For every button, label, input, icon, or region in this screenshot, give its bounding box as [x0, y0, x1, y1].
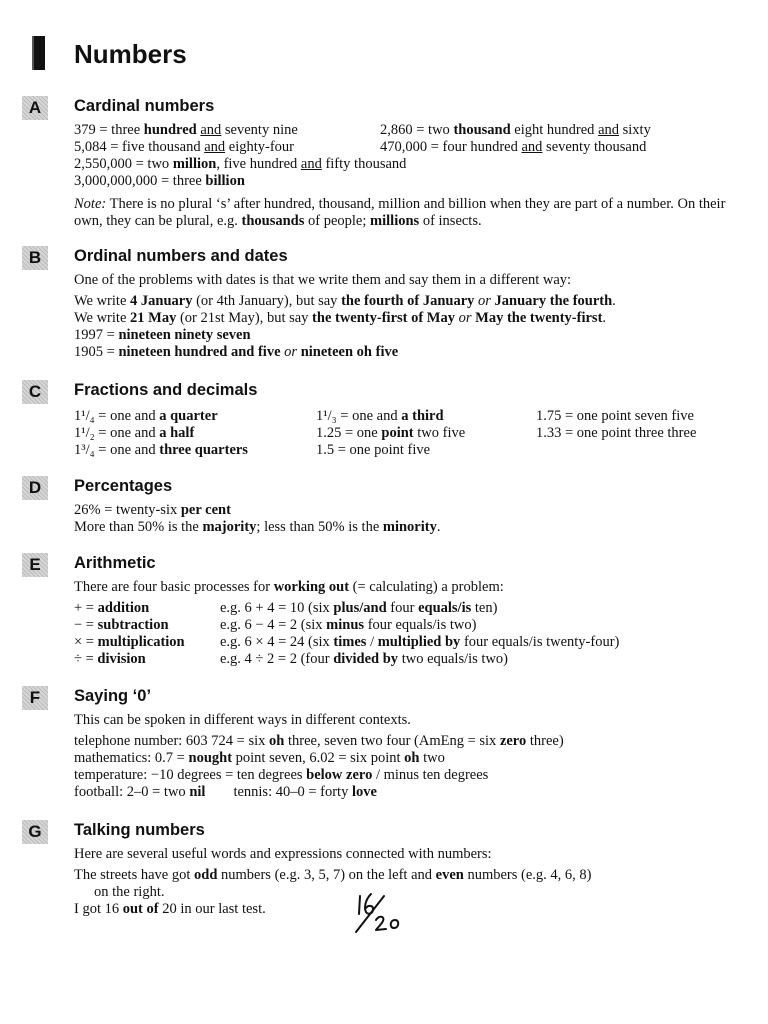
unit-marker: [32, 36, 45, 70]
section-title: Fractions and decimals: [74, 381, 258, 399]
text-line: − = subtraction e.g. 6 − 4 = 2 (six minus four equals/is two): [74, 617, 477, 633]
note-paragraph: Note: There is no plural ‘s’ after hundred, thousand, million and billion when they are part of a number. On their own, they can be plural, e.g. thousands of people; millions of insects.: [74, 196, 726, 229]
text-line: 1905 = nineteen hundred and five or nineteen oh five: [74, 344, 399, 360]
text-line: telephone number: 603 724 = six oh three, seven two four (AmEng = six zero three): [74, 733, 564, 749]
section-e: [22, 553, 752, 668]
text-line: football: 2–0 = two nil tennis: 40–0 = forty love: [74, 784, 377, 800]
text-line: 3,000,000,000 = three billion: [74, 173, 245, 189]
section-c: [22, 380, 752, 459]
section-letter: C: [22, 380, 48, 404]
text-line: 1¹/₄ = one and a quarter 1¹/₃ = one and a third 1.75 = one point seven five: [74, 408, 694, 424]
section-letter: A: [22, 96, 48, 120]
section-title: Percentages: [74, 477, 173, 495]
text-line: We write 4 January (or 4th January), but say the fourth of January or January the fourth.: [74, 293, 616, 309]
text-line: 1³/₄ = one and three quarters 1.5 = one point five: [74, 442, 431, 458]
text-line: 2,550,000 = two million, five hundred and fifty thousand: [74, 156, 407, 172]
section-title: Ordinal numbers and dates: [74, 247, 288, 265]
text-line: 26% = twenty-six per cent: [74, 502, 231, 518]
section-letter: D: [22, 476, 48, 500]
section-title: Cardinal numbers: [74, 97, 215, 115]
section-b: [22, 246, 752, 361]
intro-text: Here are several useful words and expressions connected with numbers:: [74, 846, 492, 862]
text-line: 1¹/₂ = one and a half 1.25 = one point two five 1.33 = one point three three: [74, 425, 697, 441]
section-letter: G: [22, 820, 48, 844]
intro-text: There are four basic processes for working out (= calculating) a problem:: [74, 579, 504, 595]
section-f: [22, 686, 752, 801]
text-line: mathematics: 0.7 = nought point seven, 6.02 = six point oh two: [74, 750, 445, 766]
text-line: We write 21 May (or 21st May), but say the twenty-first of May or May the twenty-first.: [74, 310, 607, 326]
text-line: on the right.: [94, 884, 165, 900]
text-line: More than 50% is the majority; less than 50% is the minority.: [74, 519, 441, 535]
section-d: [22, 476, 752, 536]
section-title: Saying ‘0’: [74, 687, 152, 705]
intro-text: One of the problems with dates is that we write them and say them in a different way:: [74, 272, 572, 288]
section-title: Talking numbers: [74, 821, 205, 839]
text-line: temperature: −10 degrees = ten degrees below zero / minus ten degrees: [74, 767, 489, 783]
page-title: Numbers: [74, 39, 187, 69]
text-line: 1997 = nineteen ninety seven: [74, 327, 251, 343]
text-line: 5,084 = five thousand and eighty-four 470,000 = four hundred and seventy thousand: [74, 139, 647, 155]
text-line: + = addition e.g. 6 + 4 = 10 (six plus/and four equals/is ten): [74, 600, 498, 616]
section-title: Arithmetic: [74, 554, 156, 572]
handwritten-score-image: [350, 890, 420, 936]
text-line: ÷ = division e.g. 4 ÷ 2 = 2 (four divided by two equals/is two): [74, 651, 509, 667]
text-line: 379 = three hundred and seventy nine 2,860 = two thousand eight hundred and sixty: [74, 122, 651, 138]
section-letter: F: [22, 686, 48, 710]
text-line: I got 16 out of 20 in our last test.: [74, 901, 266, 917]
section-letter: B: [22, 246, 48, 270]
text-line: × = multiplication e.g. 6 × 4 = 24 (six times / multiplied by four equals/is twenty-four): [74, 634, 620, 650]
section-letter: E: [22, 553, 48, 577]
intro-text: This can be spoken in different ways in different contexts.: [74, 712, 411, 728]
text-line: The streets have got odd numbers (e.g. 3, 5, 7) on the left and even numbers (e.g. 4, 6, 8): [74, 867, 592, 883]
section-a: [22, 96, 752, 230]
